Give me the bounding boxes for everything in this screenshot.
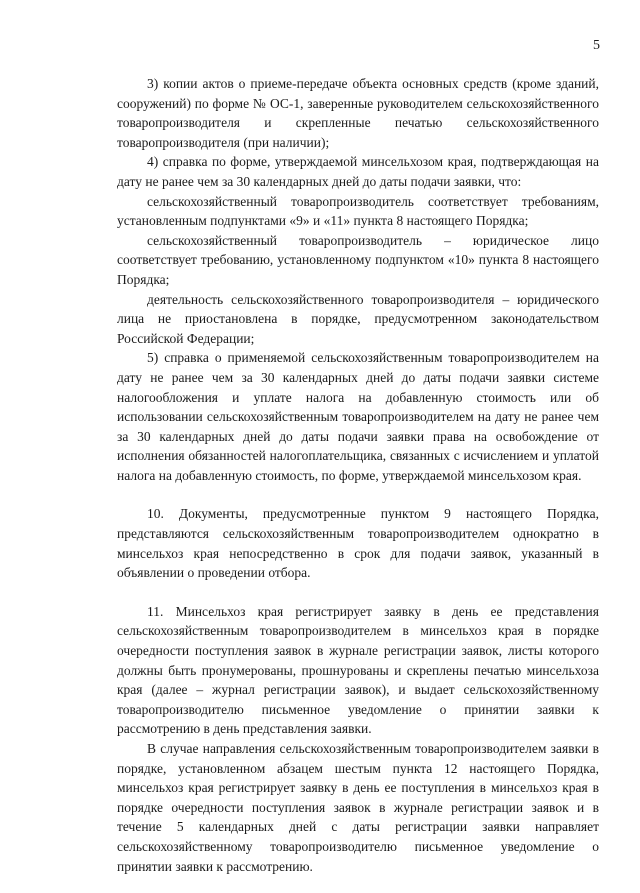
paragraph-clause-11-continued: В случае направления сельскохозяйственным товаропроизводителем заявки в порядке, установленном абзацем шестым пункта 12 настоящего Порядка, минсельхоз края регистрирует заявку в день ее поступления в минсельхоз края в порядке очередности поступления заявок в журнале регистрации заявок и в течение 5 календарных дней с даты регистрации заявки направляет сельскохозяйственному товаропроизводителю письменное уведомление о принятии заявки к рассмотрению. <box>117 741 599 874</box>
paragraph-item-4-sub-2: сельскохозяйственный товаропроизводитель – юридическое лицо соответствует требованию, установленному подпунктом «10» пункта 8 настоящего Порядка; <box>117 232 599 287</box>
document-body <box>117 74 599 876</box>
paragraph-item-4-sub-3: деятельность сельскохозяйственного товаропроизводителя – юридического лица не приостановлена в порядке, предусмотренном законодательством Российской Федерации; <box>117 291 599 346</box>
paragraph-clause-11: 11. Минсельхоз края регистрирует заявку в день ее представления сельскохозяйственным товаропроизводителем в минсельхоз края в порядке очередности поступления заявок в журнале регистрации заявок, листы которого должны быть пронумерованы, прошнурованы и скреплены печатью минсельхоза края (далее – журнал регистрации заявок), и выдает сельскохозяйственному товаропроизводителю письменное уведомление о принятии заявки к рассмотрению в день представления заявки. <box>117 603 599 737</box>
paragraph-item-4: 4) справка по форме, утверждаемой минсельхозом края, подтверждающая на дату не ранее чем за 30 календарных дней до даты подачи заявки, что: <box>117 154 599 189</box>
paragraph-item-3: 3) копии актов о приеме-передаче объекта основных средств (кроме зданий, сооружений) по форме № ОС-1, заверенные руководителем сельскохозяйственного товаропроизводителя и скрепленные печатью сельскохозяйственного товаропроизводителя (при наличии); <box>117 76 599 150</box>
paragraph-item-5: 5) справка о применяемой сельскохозяйственным товаропроизводителем на дату не ранее чем за 30 календарных дней до даты подачи заявки системе налогообложения и уплате налога на добавленную стоимость или об использовании сельскохозяйственным товаропроизводителем на дату не ранее чем за 30 календарных дней до даты подачи заявки права на освобождение от исполнения обязанностей налогоплательщика, связанных с исчислением и уплатой налога на добавленную стоимость, по форме, утверждаемой минсельхозом края. <box>117 350 599 483</box>
paragraph-item-4-sub-1: сельскохозяйственный товаропроизводитель соответствует требованиям, установленным подпунктами «9» и «11» пункта 8 настоящего Порядка; <box>117 193 599 229</box>
paragraph-clause-10: 10. Документы, предусмотренные пунктом 9 настоящего Порядка, представляются сельскохозяйственным товаропроизводителем однократно в минсельхоз края непосредственно в срок для подачи заявок, указанный в объявлении о проведении отбора. <box>117 506 599 581</box>
page-number: 5 <box>593 38 600 53</box>
